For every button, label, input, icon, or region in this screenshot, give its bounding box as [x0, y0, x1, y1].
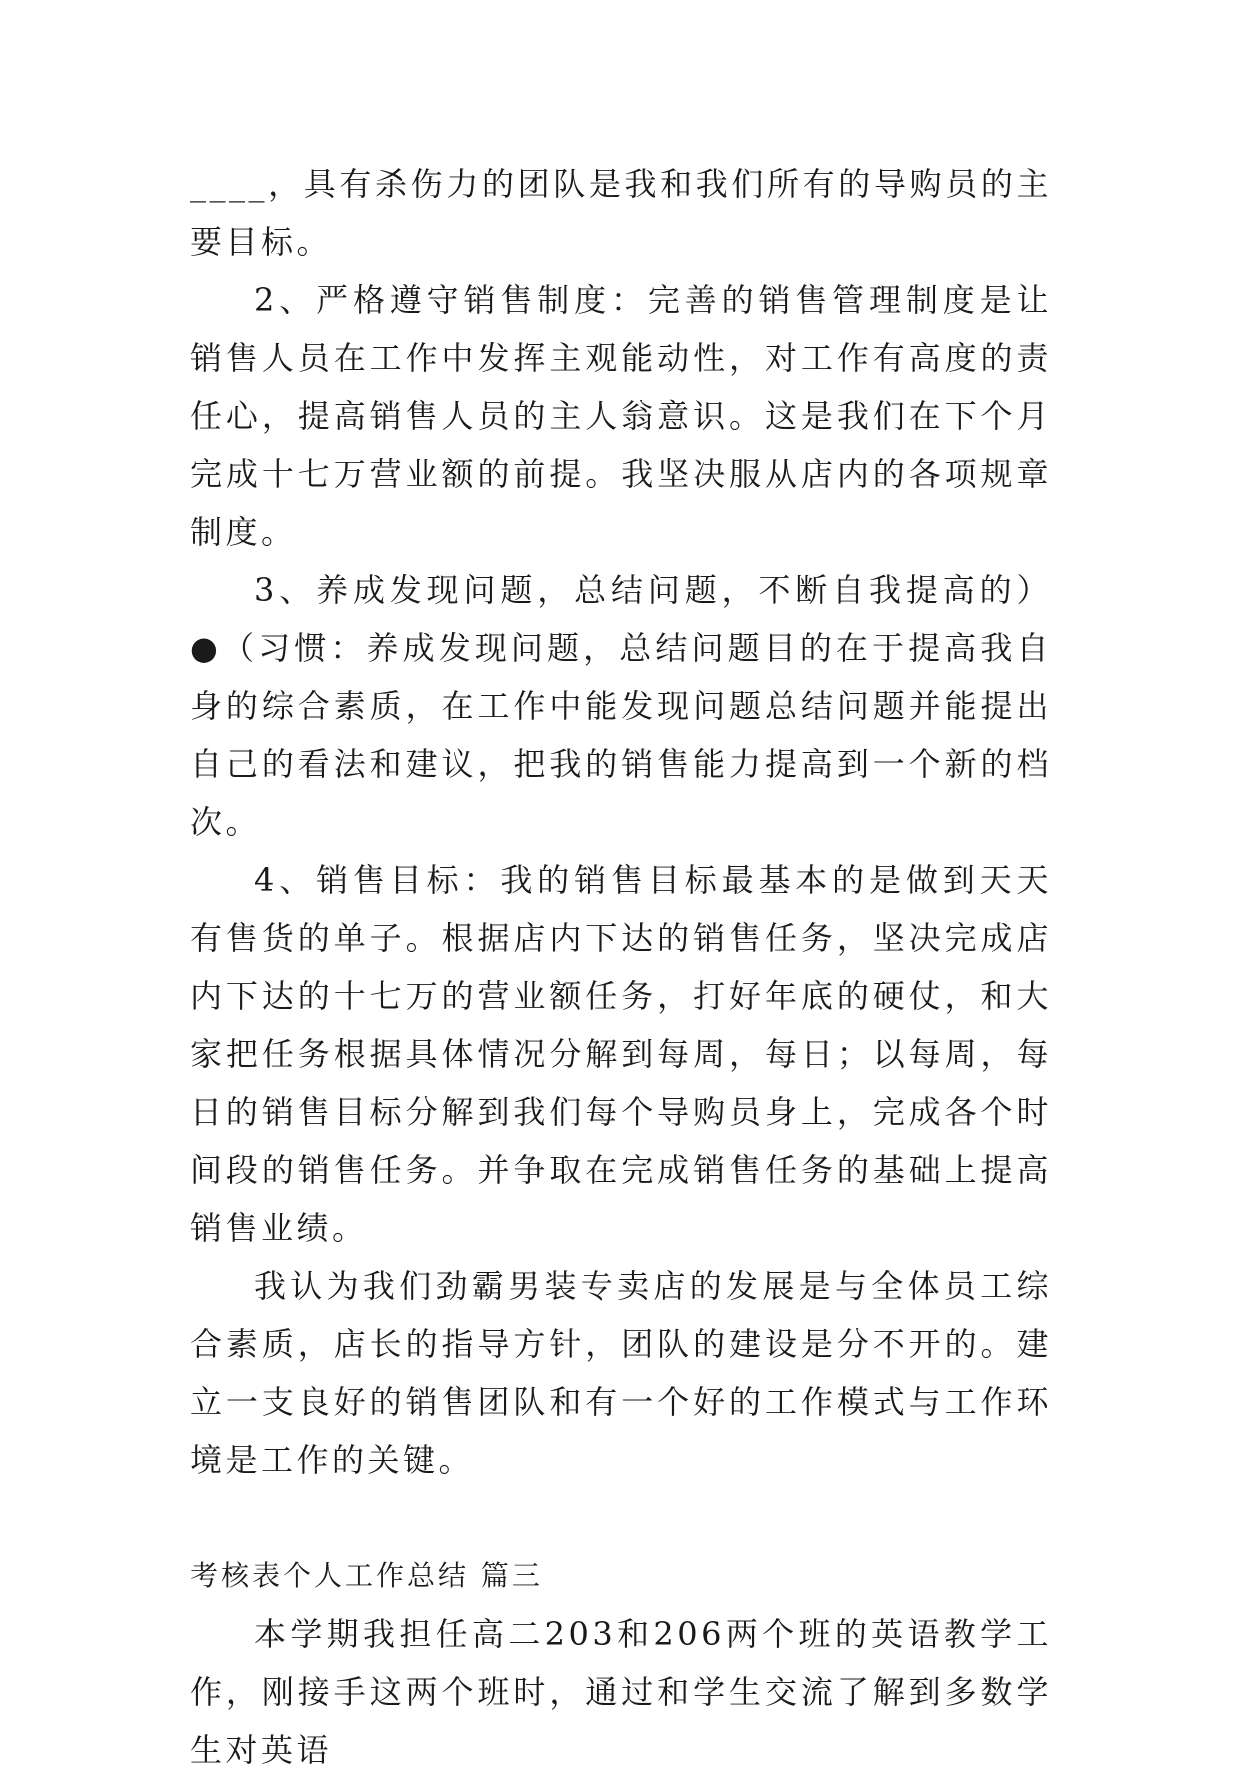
paragraph: ____，具有杀伤力的团队是我和我们所有的导购员的主要目标。 — [190, 165, 1052, 261]
paragraph: 本学期我担任高二203和206两个班的英语教学工作，刚接手这两个班时，通过和学生交流了解到多数学生对英语 — [190, 1615, 1052, 1769]
document-body — [190, 155, 1052, 1779]
paragraph: 我认为我们劲霸男装专卖店的发展是与全体员工综合素质，店长的指导方针，团队的建设是分不开的。建立一支良好的销售团队和有一个好的工作模式与工作环境是工作的关键。 — [190, 1267, 1052, 1479]
section-title: 考核表个人工作总结 篇三 — [190, 1559, 543, 1592]
paragraph: 4、销售目标：我的销售目标最基本的是做到天天有售货的单子。根据店内下达的销售任务，坚决完成店内下达的十七万的营业额任务，打好年底的硬仗，和大家把任务根据具体情况分解到每周，每日；以每周，每日的销售目标分解到我们每个导购员身上，完成各个时间段的销售任务。并争取在完成销售任务的基础上提高销售业绩。 — [190, 861, 1052, 1247]
paragraph: 3、养成发现问题，总结问题，不断自我提高的）●（习惯：养成发现问题，总结问题目的在于提高我自身的综合素质，在工作中能发现问题总结问题并能提出自己的看法和建议，把我的销售能力提高到一个新的档次。 — [190, 571, 1052, 841]
paragraph: 2、严格遵守销售制度：完善的销售管理制度是让销售人员在工作中发挥主观能动性，对工作有高度的责任心，提高销售人员的主人翁意识。这是我们在下个月完成十七万营业额的前提。我坚决服从店内的各项规章制度。 — [190, 281, 1052, 551]
